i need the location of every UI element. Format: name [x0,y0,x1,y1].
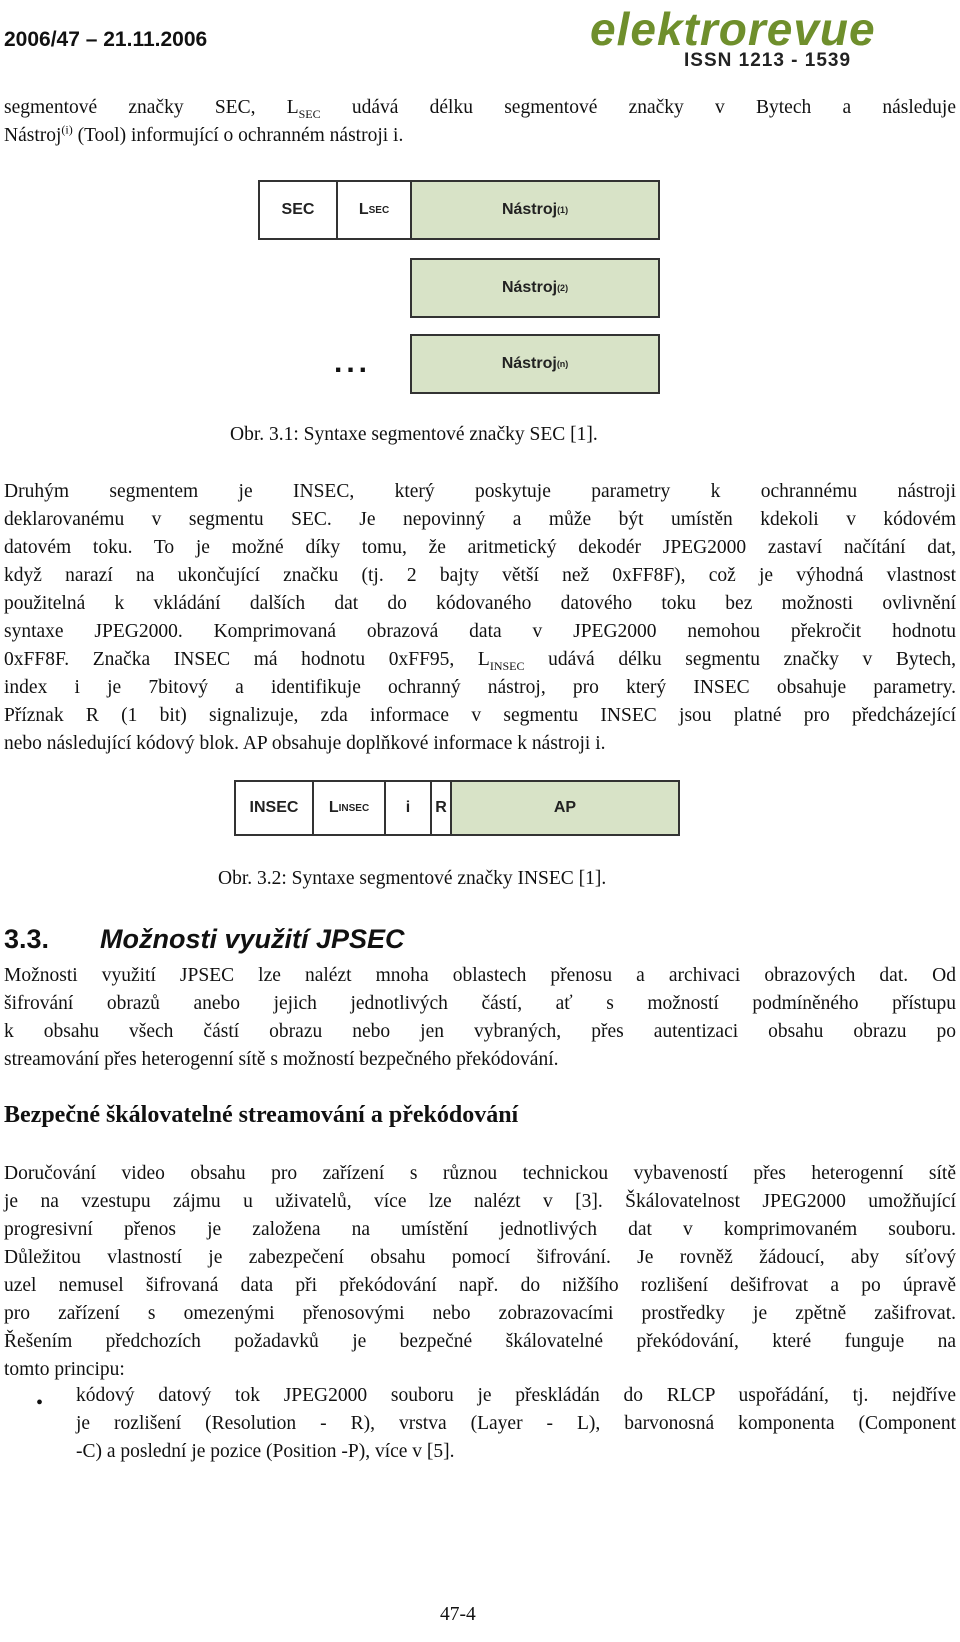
subsection-paragraph [4,1160,956,1384]
ss-line: je na vzestupu zájmu u uživatelů, více lze nalézt v [3]. Škálovatelnost JPEG2000 umožňující [4,1191,956,1212]
insec-paragraph [4,478,956,758]
elektrorevue-logo [586,3,958,72]
p2-line: když narazí na ukončující značku (tj. 2 bajty větší než 0xFF8F), což je výhodná vlastnost [4,565,956,586]
subsection-heading: Bezpečné škálovatelné streamování a překódování [4,1102,519,1128]
bullet-item [76,1382,956,1466]
intro-line-2: Nástroj$^{(i)}$ (Tool) informující o ochranném nástroji i. [4,122,404,146]
logo-wordmark: elektrorevue [590,3,876,55]
field-sec: SEC [258,180,338,240]
ss-line: tomto principu: [4,1359,125,1380]
p2-line: nebo následující kódový blok. AP obsahuje doplňkové informace k nástroji i. [4,733,606,754]
issn-label: ISSN 1213 - 1539 [684,50,852,71]
field-linsec [312,780,386,836]
p2-line: index i je 7bitový a identifikuje ochranný nástroj, pro který INSEC obsahuje parametry. [4,677,956,698]
p2-line: syntaxe JPEG2000. Komprimovaná obrazová data v JPEG2000 nemohou překročit hodnotu [4,621,956,642]
s-line: Možnosti využití JPSEC lze nalézt mnoha oblastech přenosu a archivaci obrazových dat. Od [4,965,956,986]
field-tool-1: Nástroj (1) [410,180,660,240]
figure-1-caption: Obr. 3.1: Syntaxe segmentové značky SEC [1]. [230,424,598,445]
lsec-sub: SEC [368,204,390,216]
field-r: R [430,780,452,836]
section-number: 3.3. [4,924,50,954]
field-tool-n: Nástroj (n) [410,334,660,394]
tool-n-label: Nástroj [501,355,557,372]
p2-line: použitelná k vkládání dalších dat do kódovaného datového toku bez možnosti ovlivnění [4,593,956,614]
ellipsis: ... [334,346,372,379]
lsec-main: L [358,201,369,218]
bullet-line: kódový datový tok JPEG2000 souboru je přeskládán do RLCP uspořádání, tj. nejdříve [76,1385,956,1406]
field-tool-2: Nástroj (2) [410,258,660,318]
s-line: streamování přes heterogenní sítě s možností bezpečného překódování. [4,1049,559,1070]
tool-2-label: Nástroj [501,279,558,296]
field-ap: AP [450,780,680,836]
p2-line-linsec: 0xFF8F. Značka INSEC má hodnotu 0xFF95, $L_{INSEC}$ udává délku segmentu značky v Bytech, [4,649,956,673]
issue-date: 2006/47 – 21.11.2006 [4,28,208,51]
ss-line: Doručování video obsahu pro zařízení s různou technickou vybaveností přes heterogenní sítě [4,1163,956,1184]
intro-line-1: segmentové značky SEC, $L_{SEC}$ udává délku segmentové značky v Bytech a následuje [4,97,957,121]
section-paragraph [4,962,956,1074]
figure-2-caption: Obr. 3.2: Syntaxe segmentové značky INSEC [1]. [218,868,607,889]
bullet-icon: • [36,1392,44,1414]
section-title: Možnosti využití JPSEC [100,924,405,954]
s-line: k obsahu všech částí obrazu nebo jen vybraných, přes autentizaci obsahu obrazu po [4,1021,956,1042]
ss-line: Důležitou vlastností je zabezpečení obsahu pomocí šifrování. Je rovněž žádoucí, aby síťový [4,1247,956,1268]
p2-line: deklarovanému v segmentu SEC. Je nepovinný a může být umístěn kdekoli v kódovém [4,509,956,530]
p2-line: Příznak R (1 bit) signalizuje, zda informace v segmentu INSEC jsou platné pro předcházející [4,705,956,726]
p2-line: datovém toku. To je možné díky tomu, že aritmetický dekodér JPEG2000 zastaví načítání dat, [4,537,956,558]
field-i: i [384,780,432,836]
ss-line: progresivní přenos je založena na umístění jednotlivých dat v komprimovaném souboru. [4,1219,956,1240]
linsec-main: L [328,799,339,816]
page-number: 47-4 [440,1604,476,1625]
tool-1-label: Nástroj [501,201,558,218]
s-line: šifrování obrazů anebo jejich jednotlivých částí, ať s možností podmíněného přístupu [4,993,956,1014]
ss-line: uzel nemusel šifrovaná data při překódování např. do nižšího rozlišení dešifrovat a po úpravě [4,1275,956,1296]
field-insec: INSEC [234,780,314,836]
bullet-line: je rozlišení (Resolution - R), vrstva (Layer - L), barvonosná komponenta (Component [76,1413,956,1434]
linsec-sub: INSEC [338,802,370,814]
intro-paragraph [4,94,956,150]
bullet-line: -C) a poslední je pozice (Position -P), více v [5]. [76,1441,455,1462]
field-lsec [336,180,412,240]
ss-line: Řešením předchozích požadavků je bezpečné škálovatelné překódování, které funguje na [4,1331,956,1352]
section-heading [4,924,405,955]
p2-line: Druhým segmentem je INSEC, který poskytuje parametry k ochrannému nástroji [4,481,956,502]
ss-line: pro zařízení s omezenými přenosovými nebo zobrazovacími prostředky je zpětně zašifrovat. [4,1303,956,1324]
